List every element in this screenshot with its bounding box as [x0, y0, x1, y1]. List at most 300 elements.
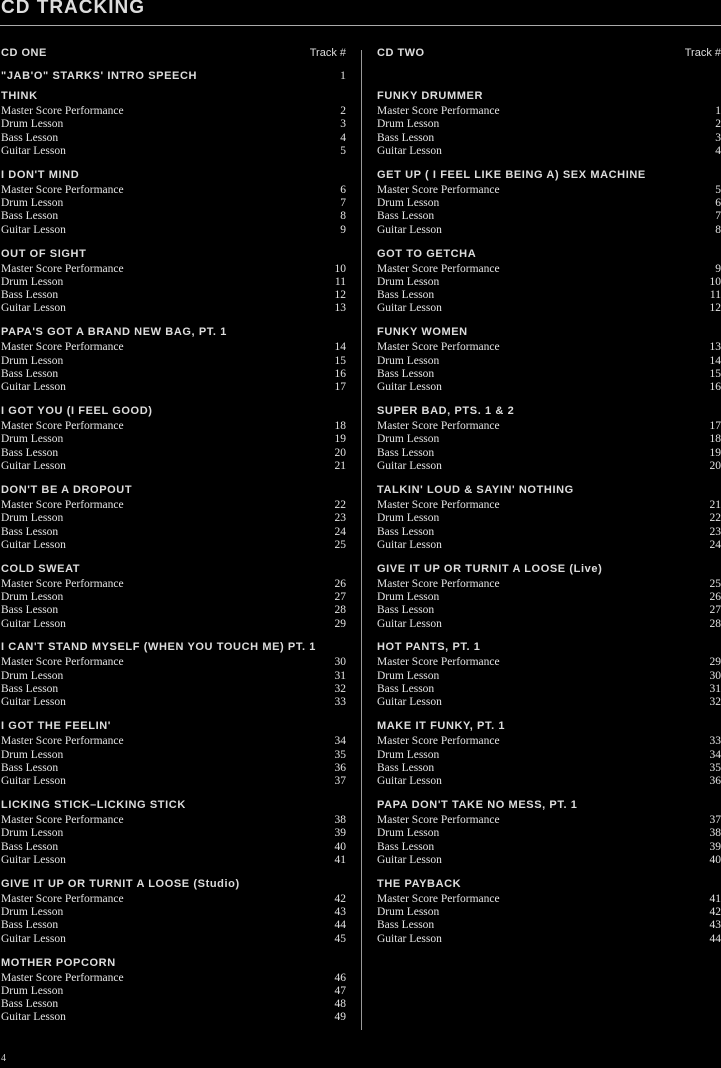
track-number: 35 — [709, 761, 721, 774]
cd-one-heading: CD ONE — [1, 47, 47, 59]
track-row — [377, 184, 721, 197]
track-number: 36 — [709, 775, 721, 788]
track-number: 40 — [709, 853, 721, 866]
track-row — [377, 854, 721, 867]
track-label: Master Score Performance — [1, 814, 124, 827]
track-row — [1, 447, 346, 460]
track-label: Master Score Performance — [1, 262, 124, 275]
track-label: Bass Lesson — [1, 998, 59, 1011]
track-row — [377, 276, 721, 289]
track-row — [377, 132, 721, 145]
song-title: COLD SWEAT — [1, 562, 81, 575]
track-row — [377, 618, 721, 631]
track-number: 11 — [709, 289, 721, 302]
track-label: Master Score Performance — [1, 656, 124, 669]
track-number: 5 — [715, 183, 721, 196]
track-label: Drum Lesson — [377, 197, 440, 210]
track-number: 24 — [709, 538, 721, 551]
track-label: Master Score Performance — [1, 498, 124, 511]
track-row — [377, 420, 721, 433]
song-block — [1, 245, 346, 316]
track-number: 47 — [334, 984, 346, 997]
song-title: LICKING STICK–LICKING STICK — [1, 799, 186, 812]
song-block — [1, 796, 346, 867]
track-row — [1, 749, 346, 762]
track-row — [1, 696, 346, 709]
track-label: Guitar Lesson — [1, 1011, 66, 1024]
track-number: 30 — [334, 656, 346, 669]
track-number: 19 — [709, 446, 721, 459]
track-label: Master Score Performance — [377, 262, 500, 275]
track-number: 13 — [334, 302, 346, 315]
track-number: 4 — [340, 131, 346, 144]
track-label: Drum Lesson — [1, 512, 64, 525]
track-label: Bass Lesson — [377, 761, 435, 774]
track-number: 48 — [334, 998, 346, 1011]
song-title: MAKE IT FUNKY, PT. 1 — [377, 720, 506, 733]
track-row — [1, 591, 346, 604]
track-label: Master Score Performance — [1, 892, 124, 905]
track-row — [1, 814, 346, 827]
track-label: Guitar Lesson — [377, 223, 442, 236]
song-title: THE PAYBACK — [377, 877, 462, 890]
track-label: Bass Lesson — [1, 919, 59, 932]
track-row — [377, 919, 721, 932]
track-row — [377, 341, 721, 354]
track-label: Guitar Lesson — [1, 302, 66, 315]
track-row — [377, 656, 721, 669]
track-label: Guitar Lesson — [377, 538, 442, 551]
track-label: Guitar Lesson — [1, 775, 66, 788]
track-row — [377, 512, 721, 525]
track-number: 43 — [709, 919, 721, 932]
track-row — [377, 591, 721, 604]
track-number: 16 — [334, 367, 346, 380]
song-block — [1, 954, 346, 1025]
track-label: Drum Lesson — [377, 433, 440, 446]
track-label: Bass Lesson — [377, 446, 435, 459]
song-title: HOT PANTS, PT. 1 — [377, 641, 481, 654]
track-number: 7 — [715, 210, 721, 223]
track-number: 31 — [709, 683, 721, 696]
track-row — [1, 735, 346, 748]
track-number: 5 — [340, 144, 346, 157]
track-number: 9 — [340, 223, 346, 236]
track-number: 39 — [334, 827, 346, 840]
track-number: 25 — [709, 577, 721, 590]
track-number: 49 — [334, 1011, 346, 1024]
track-number: 44 — [709, 932, 721, 945]
track-number: 36 — [334, 761, 346, 774]
track-row — [1, 670, 346, 683]
track-row — [1, 132, 346, 145]
song-title: DON'T BE A DROPOUT — [1, 483, 133, 496]
track-row — [1, 302, 346, 315]
track-row — [1, 341, 346, 354]
track-label: Drum Lesson — [1, 197, 64, 210]
track-number: 19 — [334, 433, 346, 446]
song-title: PAPA DON'T TAKE NO MESS, PT. 1 — [377, 799, 578, 812]
track-number: 11 — [334, 275, 346, 288]
track-row — [1, 512, 346, 525]
track-number: 23 — [334, 512, 346, 525]
track-label: Guitar Lesson — [377, 302, 442, 315]
track-number: 32 — [709, 696, 721, 709]
cd-two-header — [377, 47, 721, 67]
track-label: Drum Lesson — [1, 906, 64, 919]
track-label: Drum Lesson — [1, 827, 64, 840]
track-number: 17 — [709, 420, 721, 433]
song-title: THINK — [1, 90, 38, 102]
song-block — [1, 323, 346, 394]
track-label: Drum Lesson — [1, 118, 64, 131]
track-number: 8 — [715, 223, 721, 236]
track-label: Guitar Lesson — [377, 696, 442, 709]
track-row — [1, 368, 346, 381]
track-label: Bass Lesson — [1, 446, 59, 459]
track-row — [1, 762, 346, 775]
track-row — [377, 775, 721, 788]
column-divider — [361, 50, 362, 1030]
track-number: 10 — [334, 262, 346, 275]
track-label: Bass Lesson — [377, 210, 435, 223]
track-number: 21 — [709, 498, 721, 511]
track-number: 3 — [715, 131, 721, 144]
song-title: SUPER BAD, PTS. 1 & 2 — [377, 405, 515, 418]
track-row — [1, 381, 346, 394]
track-label: Guitar Lesson — [377, 853, 442, 866]
track-label: Bass Lesson — [1, 683, 59, 696]
track-row — [377, 893, 721, 906]
track-label: Master Score Performance — [377, 341, 500, 354]
song-title: I DON'T MIND — [1, 168, 80, 181]
track-number: 27 — [709, 604, 721, 617]
track-row — [1, 184, 346, 197]
track-label: Drum Lesson — [377, 590, 440, 603]
track-number: 43 — [334, 906, 346, 919]
track-row — [1, 578, 346, 591]
track-row — [1, 420, 346, 433]
track-label: Drum Lesson — [1, 590, 64, 603]
track-label: Guitar Lesson — [377, 460, 442, 473]
track-number: 23 — [709, 525, 721, 538]
track-label: Bass Lesson — [377, 367, 435, 380]
track-label: Bass Lesson — [377, 919, 435, 932]
track-row — [377, 933, 721, 946]
track-row — [377, 749, 721, 762]
track-row — [377, 447, 721, 460]
cd-one-header — [1, 47, 346, 67]
track-row — [1, 433, 346, 446]
track-row — [1, 224, 346, 237]
track-label: Guitar Lesson — [1, 538, 66, 551]
track-label: Master Score Performance — [1, 105, 124, 117]
track-label: Guitar Lesson — [377, 144, 442, 157]
cd-two-column — [377, 47, 721, 954]
track-number: 32 — [334, 683, 346, 696]
song-block — [1, 717, 346, 788]
song-title: PAPA'S GOT A BRAND NEW BAG, PT. 1 — [1, 326, 227, 339]
spacer — [377, 68, 721, 87]
track-number: 16 — [709, 381, 721, 394]
track-row — [377, 539, 721, 552]
track-number: 33 — [334, 696, 346, 709]
track-number: 4 — [715, 144, 721, 157]
track-number: 34 — [334, 735, 346, 748]
track-row — [1, 656, 346, 669]
song-block — [377, 875, 721, 946]
track-row — [1, 539, 346, 552]
track-label: Master Score Performance — [377, 183, 500, 196]
track-number: 15 — [334, 354, 346, 367]
track-number: 41 — [709, 892, 721, 905]
track-row — [377, 578, 721, 591]
track-label: Drum Lesson — [377, 512, 440, 525]
track-row — [377, 827, 721, 840]
track-row — [1, 827, 346, 840]
track-number: 1 — [715, 105, 721, 117]
song-title: FUNKY DRUMMER — [377, 90, 483, 102]
track-row — [1, 893, 346, 906]
track-number: 34 — [709, 748, 721, 761]
track-number: 10 — [709, 275, 721, 288]
track-label: Guitar Lesson — [1, 144, 66, 157]
song-title: MOTHER POPCORN — [1, 956, 116, 969]
song-title: GIVE IT UP OR TURNIT A LOOSE (Studio) — [1, 877, 240, 890]
track-number: 38 — [709, 827, 721, 840]
track-label: Master Score Performance — [377, 105, 500, 117]
track-number: 6 — [340, 183, 346, 196]
track-row — [377, 302, 721, 315]
song-block — [377, 481, 721, 552]
track-row — [377, 210, 721, 223]
track-label: Drum Lesson — [1, 354, 64, 367]
track-row — [377, 145, 721, 158]
song-title: GOT TO GETCHA — [377, 247, 477, 260]
track-number: 40 — [334, 840, 346, 853]
intro-track: 1 — [340, 68, 346, 82]
track-label: Master Score Performance — [1, 420, 124, 433]
track-number: 21 — [334, 460, 346, 473]
track-number: 18 — [709, 433, 721, 446]
track-number: 30 — [709, 669, 721, 682]
song-block — [377, 323, 721, 394]
track-label: Bass Lesson — [377, 525, 435, 538]
track-label: Bass Lesson — [1, 761, 59, 774]
song-block — [377, 560, 721, 631]
track-label: Bass Lesson — [1, 131, 59, 144]
track-row — [377, 604, 721, 617]
cd-two-heading: CD TWO — [377, 47, 425, 59]
track-number: 22 — [709, 512, 721, 525]
track-number: 42 — [709, 906, 721, 919]
track-row — [377, 460, 721, 473]
track-label: Bass Lesson — [1, 525, 59, 538]
track-row — [1, 145, 346, 158]
song-title: TALKIN' LOUD & SAYIN' NOTHING — [377, 483, 574, 496]
track-number: 7 — [340, 197, 346, 210]
track-row — [1, 775, 346, 788]
track-number: 14 — [334, 341, 346, 354]
track-number: 37 — [709, 814, 721, 827]
track-number: 38 — [334, 814, 346, 827]
intro-title: "JAB'O" STARKS' INTRO SPEECH — [1, 70, 198, 82]
track-row — [377, 355, 721, 368]
track-row — [377, 289, 721, 302]
song-title: GIVE IT UP OR TURNIT A LOOSE (Live) — [377, 562, 603, 575]
track-number: 46 — [334, 971, 346, 984]
track-row — [1, 1011, 346, 1024]
track-row — [377, 433, 721, 446]
track-label: Master Score Performance — [1, 183, 124, 196]
song-block — [377, 245, 721, 316]
track-label: Drum Lesson — [377, 906, 440, 919]
track-label: Bass Lesson — [377, 131, 435, 144]
track-row — [1, 499, 346, 512]
track-label: Bass Lesson — [1, 367, 59, 380]
track-label: Master Score Performance — [1, 735, 124, 748]
track-row — [1, 276, 346, 289]
track-label: Master Score Performance — [377, 577, 500, 590]
song-block — [377, 166, 721, 237]
song-block — [377, 402, 721, 473]
track-row — [377, 762, 721, 775]
track-label: Master Score Performance — [1, 971, 124, 984]
track-row — [1, 998, 346, 1011]
cd-two-song-list — [377, 87, 721, 946]
track-row — [1, 933, 346, 946]
track-label: Drum Lesson — [377, 748, 440, 761]
track-row — [1, 906, 346, 919]
track-number: 44 — [334, 919, 346, 932]
song-title: GET UP ( I FEEL LIKE BEING A) SEX MACHINE — [377, 168, 646, 181]
track-number: 41 — [334, 853, 346, 866]
track-number: 3 — [340, 118, 346, 131]
track-row — [1, 919, 346, 932]
intro-speech-row — [1, 68, 346, 87]
track-label: Guitar Lesson — [1, 381, 66, 394]
song-title: FUNKY WOMEN — [377, 326, 468, 339]
track-label: Bass Lesson — [377, 289, 435, 302]
track-label: Drum Lesson — [377, 669, 440, 682]
track-label: Master Score Performance — [377, 656, 500, 669]
track-row — [377, 368, 721, 381]
song-block — [377, 638, 721, 709]
song-block — [1, 560, 346, 631]
track-label: Guitar Lesson — [377, 617, 442, 630]
track-number: 13 — [709, 341, 721, 354]
track-label: Master Score Performance — [1, 341, 124, 354]
song-title: OUT OF SIGHT — [1, 247, 87, 260]
track-row — [377, 105, 721, 118]
track-row — [377, 906, 721, 919]
track-number: 28 — [334, 604, 346, 617]
track-number: 2 — [715, 118, 721, 131]
title-rule — [0, 25, 721, 26]
track-label: Guitar Lesson — [377, 381, 442, 394]
track-number: 37 — [334, 775, 346, 788]
track-label: Bass Lesson — [1, 604, 59, 617]
track-row — [1, 460, 346, 473]
track-number: 29 — [334, 617, 346, 630]
track-row — [1, 985, 346, 998]
track-label: Bass Lesson — [377, 683, 435, 696]
track-row — [1, 355, 346, 368]
page-number: 4 — [1, 1053, 6, 1064]
track-label: Bass Lesson — [377, 604, 435, 617]
track-label: Master Score Performance — [377, 420, 500, 433]
track-label: Bass Lesson — [1, 210, 59, 223]
track-label: Guitar Lesson — [377, 775, 442, 788]
track-number: 27 — [334, 590, 346, 603]
track-number: 39 — [709, 840, 721, 853]
song-block — [1, 402, 346, 473]
track-number: 9 — [715, 262, 721, 275]
track-row — [1, 604, 346, 617]
track-label: Drum Lesson — [1, 748, 64, 761]
track-label: Master Score Performance — [377, 498, 500, 511]
track-row — [1, 683, 346, 696]
track-number: 8 — [340, 210, 346, 223]
track-row — [377, 814, 721, 827]
track-label: Bass Lesson — [1, 840, 59, 853]
track-row — [1, 289, 346, 302]
track-label: Drum Lesson — [377, 118, 440, 131]
track-row — [1, 526, 346, 539]
track-label: Master Score Performance — [377, 814, 500, 827]
track-number: 20 — [709, 460, 721, 473]
track-number: 18 — [334, 420, 346, 433]
track-number: 20 — [334, 446, 346, 459]
track-label: Guitar Lesson — [1, 853, 66, 866]
track-row — [1, 118, 346, 131]
track-number: 12 — [709, 302, 721, 315]
track-number: 22 — [334, 498, 346, 511]
track-label: Guitar Lesson — [377, 932, 442, 945]
track-row — [377, 224, 721, 237]
track-row — [377, 499, 721, 512]
song-title: I GOT YOU (I FEEL GOOD) — [1, 405, 153, 418]
track-row — [377, 735, 721, 748]
track-number: 24 — [334, 525, 346, 538]
track-label: Bass Lesson — [1, 289, 59, 302]
track-row — [1, 854, 346, 867]
track-row — [377, 263, 721, 276]
track-row — [1, 197, 346, 210]
track-number: 26 — [334, 577, 346, 590]
track-label: Guitar Lesson — [1, 223, 66, 236]
track-number: 17 — [334, 381, 346, 394]
track-number: 15 — [709, 367, 721, 380]
track-number: 29 — [709, 656, 721, 669]
track-number: 14 — [709, 354, 721, 367]
track-label: Drum Lesson — [1, 984, 64, 997]
track-row — [1, 263, 346, 276]
track-row — [1, 105, 346, 118]
track-label: Drum Lesson — [377, 827, 440, 840]
track-row — [377, 696, 721, 709]
page-title: CD TRACKING — [1, 0, 145, 18]
song-block — [1, 638, 346, 709]
song-block — [377, 796, 721, 867]
track-label: Drum Lesson — [377, 275, 440, 288]
track-number: 28 — [709, 617, 721, 630]
track-row — [377, 118, 721, 131]
track-row — [1, 841, 346, 854]
track-label: Drum Lesson — [1, 275, 64, 288]
track-label: Guitar Lesson — [1, 696, 66, 709]
track-label: Drum Lesson — [1, 669, 64, 682]
